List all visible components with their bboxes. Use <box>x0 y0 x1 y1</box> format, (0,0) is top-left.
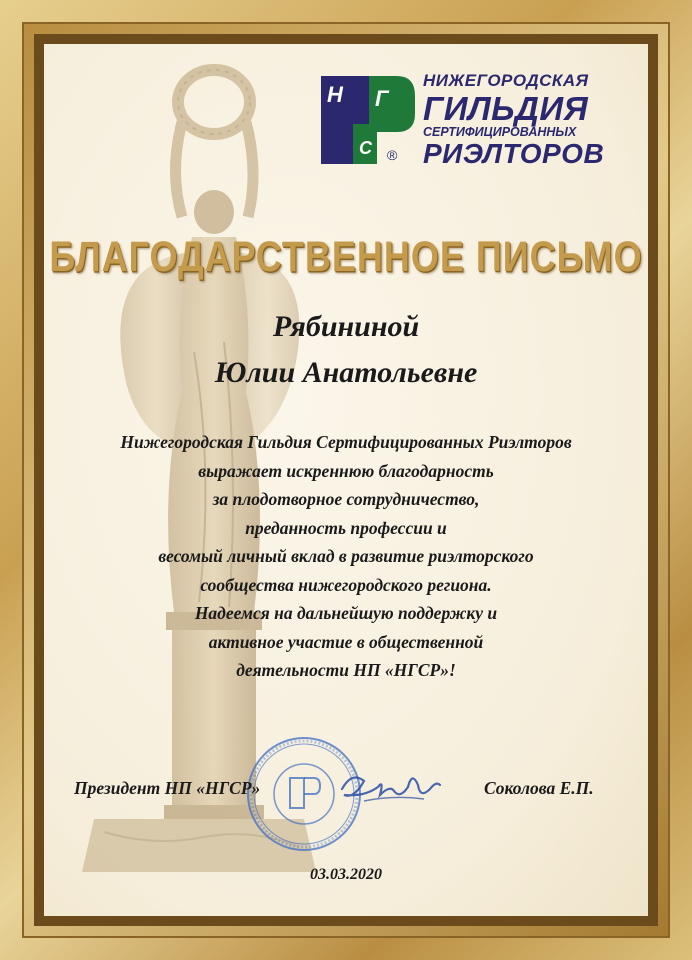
signatory-name: Соколова Е.П. <box>484 778 594 798</box>
body-line: сообщества нижегородского региона. <box>200 574 492 595</box>
logo-letter-n: Н <box>327 82 343 107</box>
logo-line-1: НИЖЕГОРОДСКАЯ <box>423 71 589 90</box>
logo-registered-mark: ® <box>387 147 398 163</box>
body-line: активное участие в общественной <box>208 631 484 652</box>
logo-letter-s: С <box>359 138 372 158</box>
issue-date: 03.03.2020 <box>310 866 382 883</box>
body-line: деятельности НП «НГСР»! <box>236 660 456 680</box>
ngsr-logo-mark <box>319 74 415 166</box>
logo-line-2: ГИЛЬДИЯ <box>423 90 589 127</box>
recipient-name: Юлии Анатольевне <box>214 356 478 389</box>
body-line: преданность профессии и <box>245 517 447 538</box>
gratitude-text <box>44 428 648 685</box>
body-line: за плодотворное сотрудничество, <box>212 489 480 509</box>
logo-line-3: СЕРТИФИЦИРОВАННЫХ <box>423 125 577 139</box>
certificate-title: БЛАГОДАРСТВЕННОЕ ПИСЬМО <box>49 232 643 281</box>
logo-letter-g: Г <box>375 86 389 111</box>
body-line: весомый личный вклад в развитие риэлторского <box>158 546 534 566</box>
recipient-surname: Рябининой <box>272 310 420 343</box>
body-line: выражает искреннюю благодарность <box>198 460 494 481</box>
certificate-paper <box>44 44 648 916</box>
logo-wordmark <box>423 72 603 168</box>
body-line: Надеемся на дальнейшую поддержку и <box>194 603 498 623</box>
signatory-position: Президент НП «НГСР» <box>74 778 261 798</box>
handwritten-signature <box>334 759 444 814</box>
logo-line-4: РИЭЛТОРОВ <box>423 137 605 169</box>
guild-logo <box>319 70 605 170</box>
body-line: Нижегородская Гильдия Сертифицированных Риэлторов <box>120 432 572 452</box>
